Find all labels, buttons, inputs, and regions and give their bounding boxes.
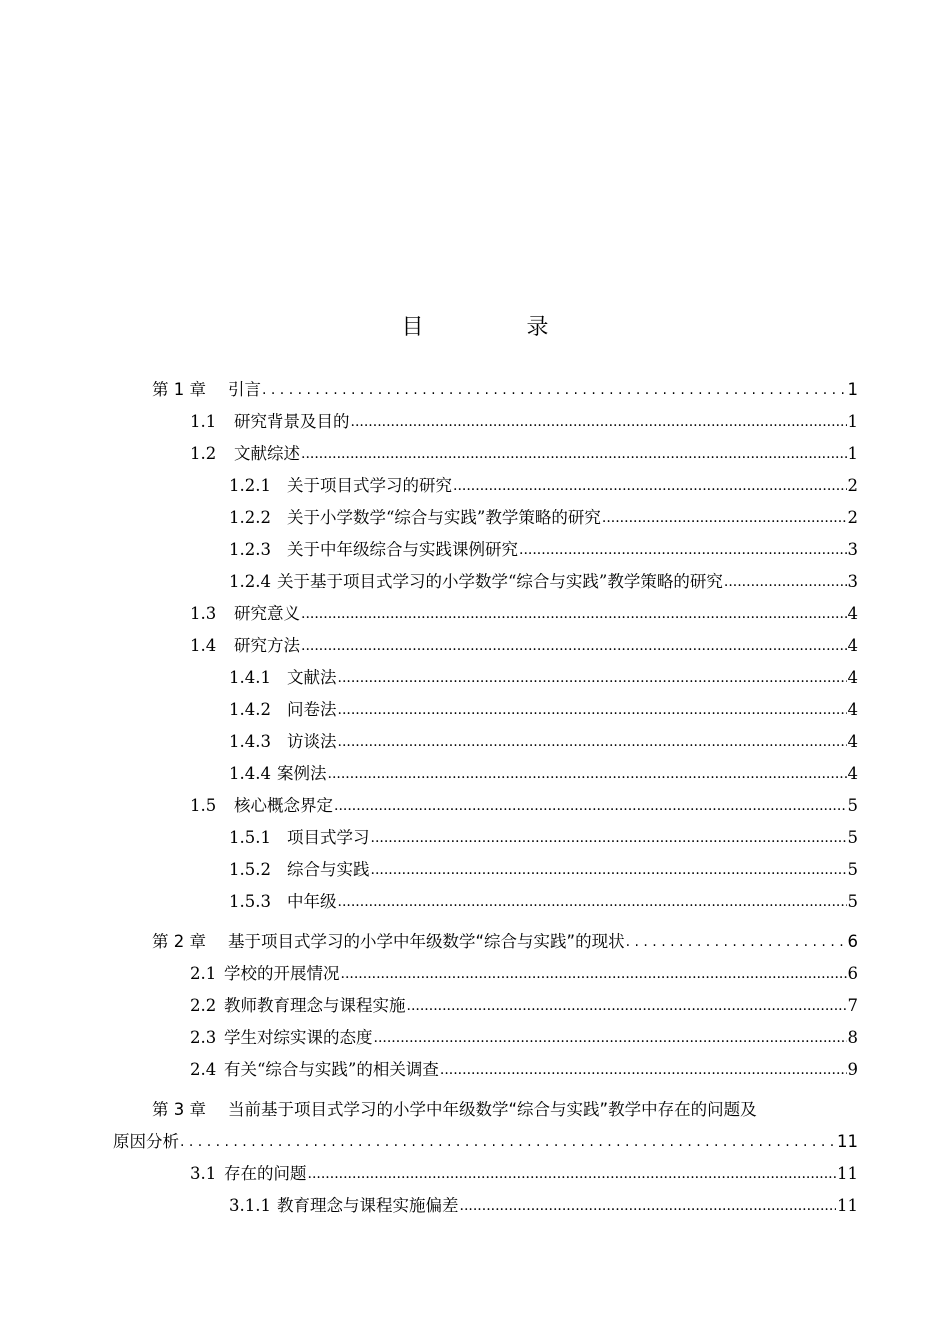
toc-leader-dots bbox=[338, 888, 847, 916]
toc-entry-label: 教育理念与课程实施偏差 bbox=[277, 1196, 459, 1215]
toc-entry[interactable] bbox=[190, 632, 858, 660]
toc-entry[interactable] bbox=[229, 1192, 858, 1220]
toc-page-number: 5 bbox=[847, 828, 858, 847]
toc-entry[interactable] bbox=[113, 1128, 858, 1156]
toc-entry-label: 关于中年级综合与实践课例研究 bbox=[287, 540, 518, 559]
toc-entry-number: 1.4.2 bbox=[229, 700, 271, 719]
toc-leader-dots bbox=[519, 536, 847, 564]
toc-leader-dots bbox=[341, 960, 847, 988]
toc-entry-number: 1.4.1 bbox=[229, 668, 271, 687]
toc-entry-number: 1.4.3 bbox=[229, 732, 271, 751]
toc-chapter-entry[interactable] bbox=[152, 376, 858, 404]
toc-leader-dots bbox=[334, 792, 847, 820]
toc-leader-dots bbox=[626, 928, 847, 956]
toc-entry-label-continued: 原因分析 bbox=[113, 1132, 179, 1151]
toc-entry-label: 研究背景及目的 bbox=[234, 412, 350, 431]
toc-leader-dots bbox=[371, 856, 847, 884]
toc-chapter-heading-line bbox=[152, 1096, 757, 1124]
toc-entry-number: 2.4 bbox=[190, 1060, 217, 1079]
toc-leader-dots bbox=[440, 1056, 847, 1084]
toc-page-number: 6 bbox=[847, 964, 858, 983]
toc-entry-number: 1.3 bbox=[190, 604, 217, 623]
toc-leader-dots bbox=[301, 440, 847, 468]
toc-leader-dots bbox=[453, 472, 847, 500]
toc-entry-label: 引言 bbox=[228, 380, 261, 399]
toc-entry-label: 基于项目式学习的小学中年级数学“综合与实践”的现状 bbox=[228, 932, 625, 951]
toc-page-number: 4 bbox=[847, 764, 858, 783]
toc-entry-label: 当前基于项目式学习的小学中年级数学“综合与实践”教学中存在的问题及 bbox=[228, 1100, 757, 1119]
toc-entry-number: 第 3 章 bbox=[152, 1100, 206, 1119]
toc-page-number: 1 bbox=[847, 444, 858, 463]
toc-entry[interactable] bbox=[190, 792, 858, 820]
toc-leader-dots bbox=[180, 1128, 836, 1156]
toc-leader-dots bbox=[407, 992, 847, 1020]
toc-entry-number: 1.4.4 bbox=[229, 764, 271, 783]
toc-entry-label: 项目式学习 bbox=[287, 828, 370, 847]
toc-entry-label: 核心概念界定 bbox=[234, 796, 333, 815]
toc-entry[interactable] bbox=[190, 992, 858, 1020]
toc-entry-number: 1.2.4 bbox=[229, 572, 271, 591]
toc-entry-label: 教师教育理念与课程实施 bbox=[224, 996, 406, 1015]
toc-page-number: 3 bbox=[847, 540, 858, 559]
toc-entry[interactable] bbox=[190, 600, 858, 628]
toc-entry-number: 3.1 bbox=[190, 1164, 217, 1183]
toc-entry-number: 1.5.3 bbox=[229, 892, 271, 911]
toc-entry-number: 1.1 bbox=[190, 412, 217, 431]
toc-page-number: 6 bbox=[847, 932, 858, 951]
toc-leader-dots bbox=[301, 632, 847, 660]
toc-entry-number: 2.2 bbox=[190, 996, 217, 1015]
toc-leader-dots bbox=[724, 568, 847, 596]
toc-entry-label: 关于项目式学习的研究 bbox=[287, 476, 452, 495]
toc-page-number: 4 bbox=[847, 732, 858, 751]
toc-entry-number: 1.5.2 bbox=[229, 860, 271, 879]
toc-entry[interactable] bbox=[190, 440, 858, 468]
toc-entry-label: 学生对综实课的态度 bbox=[224, 1028, 373, 1047]
toc-entry-number: 1.5.1 bbox=[229, 828, 271, 847]
toc-leader-dots bbox=[338, 696, 847, 724]
toc-page-number: 4 bbox=[847, 636, 858, 655]
toc-leader-dots bbox=[338, 728, 847, 756]
toc-page-number: 1 bbox=[847, 380, 858, 399]
toc-page-number: 8 bbox=[847, 1028, 858, 1047]
toc-entry[interactable] bbox=[229, 728, 858, 756]
toc-page-number: 11 bbox=[837, 1196, 858, 1215]
toc-entry[interactable] bbox=[190, 408, 858, 436]
toc-entry[interactable] bbox=[229, 824, 858, 852]
toc-entry[interactable] bbox=[190, 1056, 858, 1084]
toc-entry-label: 研究意义 bbox=[234, 604, 300, 623]
toc-page-number: 5 bbox=[847, 892, 858, 911]
toc-leader-dots bbox=[374, 1024, 847, 1052]
toc-entry-label: 综合与实践 bbox=[287, 860, 370, 879]
toc-page-number: 5 bbox=[847, 796, 858, 815]
toc-entry-label: 关于基于项目式学习的小学数学“综合与实践”教学策略的研究 bbox=[277, 572, 723, 591]
toc-entry[interactable] bbox=[229, 504, 858, 532]
toc-entry-label: 存在的问题 bbox=[224, 1164, 307, 1183]
toc-page-number: 4 bbox=[847, 604, 858, 623]
toc-entry[interactable] bbox=[229, 472, 858, 500]
toc-entry[interactable] bbox=[229, 696, 858, 724]
toc-entry-number: 2.1 bbox=[190, 964, 217, 983]
toc-entry-label: 中年级 bbox=[287, 892, 337, 911]
toc-entry-label: 学校的开展情况 bbox=[224, 964, 340, 983]
toc-entry-number: 1.2.3 bbox=[229, 540, 271, 559]
toc-chapter-entry[interactable] bbox=[152, 928, 858, 956]
toc-leader-dots bbox=[328, 760, 847, 788]
toc-entry[interactable] bbox=[190, 1160, 858, 1188]
toc-entry[interactable] bbox=[190, 960, 858, 988]
toc-page-number: 2 bbox=[847, 508, 858, 527]
toc-leader-dots bbox=[308, 1160, 837, 1188]
toc-entry-number: 第 1 章 bbox=[152, 380, 206, 399]
toc-entry[interactable] bbox=[229, 760, 858, 788]
toc-page-number: 2 bbox=[847, 476, 858, 495]
toc-page-number: 1 bbox=[847, 412, 858, 431]
toc-entry[interactable] bbox=[229, 536, 858, 564]
toc-entry-label: 访谈法 bbox=[287, 732, 337, 751]
toc-leader-dots bbox=[338, 664, 847, 692]
toc-entry-number: 第 2 章 bbox=[152, 932, 206, 951]
toc-entry-number: 1.5 bbox=[190, 796, 217, 815]
toc-leader-dots bbox=[301, 600, 847, 628]
toc-entry-label: 问卷法 bbox=[287, 700, 337, 719]
toc-entry-number: 3.1.1 bbox=[229, 1196, 271, 1215]
toc-entry-number: 1.4 bbox=[190, 636, 217, 655]
toc-entry[interactable] bbox=[229, 664, 858, 692]
toc-page-number: 11 bbox=[837, 1132, 858, 1151]
toc-page-number: 4 bbox=[847, 668, 858, 687]
toc-page-number: 9 bbox=[847, 1060, 858, 1079]
toc-entry-label: 研究方法 bbox=[234, 636, 300, 655]
toc-entry-number: 2.3 bbox=[190, 1028, 217, 1047]
toc-entry[interactable] bbox=[229, 568, 858, 596]
toc-entry-label: 文献法 bbox=[287, 668, 337, 687]
toc-entry-label: 有关“综合与实践”的相关调查 bbox=[224, 1060, 439, 1079]
toc-page-number: 4 bbox=[847, 700, 858, 719]
toc-title: 目 录 bbox=[401, 315, 597, 340]
toc-page-number: 5 bbox=[847, 860, 858, 879]
toc-entry-number: 1.2.1 bbox=[229, 476, 271, 495]
toc-entry-number: 1.2 bbox=[190, 444, 217, 463]
toc-entry[interactable] bbox=[229, 888, 858, 916]
toc-entry-label: 案例法 bbox=[277, 764, 327, 783]
toc-leader-dots bbox=[262, 376, 847, 404]
toc-page-number: 11 bbox=[837, 1164, 858, 1183]
toc-page-number: 7 bbox=[847, 996, 858, 1015]
toc-entry[interactable] bbox=[190, 1024, 858, 1052]
toc-leader-dots bbox=[371, 824, 847, 852]
toc-entry-label: 文献综述 bbox=[234, 444, 300, 463]
toc-leader-dots bbox=[602, 504, 847, 532]
toc-entry-label: 关于小学数学“综合与实践”教学策略的研究 bbox=[287, 508, 601, 527]
toc-entry-number: 1.2.2 bbox=[229, 508, 271, 527]
toc-entry[interactable] bbox=[229, 856, 858, 884]
toc-leader-dots bbox=[460, 1192, 837, 1220]
toc-leader-dots bbox=[351, 408, 847, 436]
toc-page-number: 3 bbox=[847, 572, 858, 591]
